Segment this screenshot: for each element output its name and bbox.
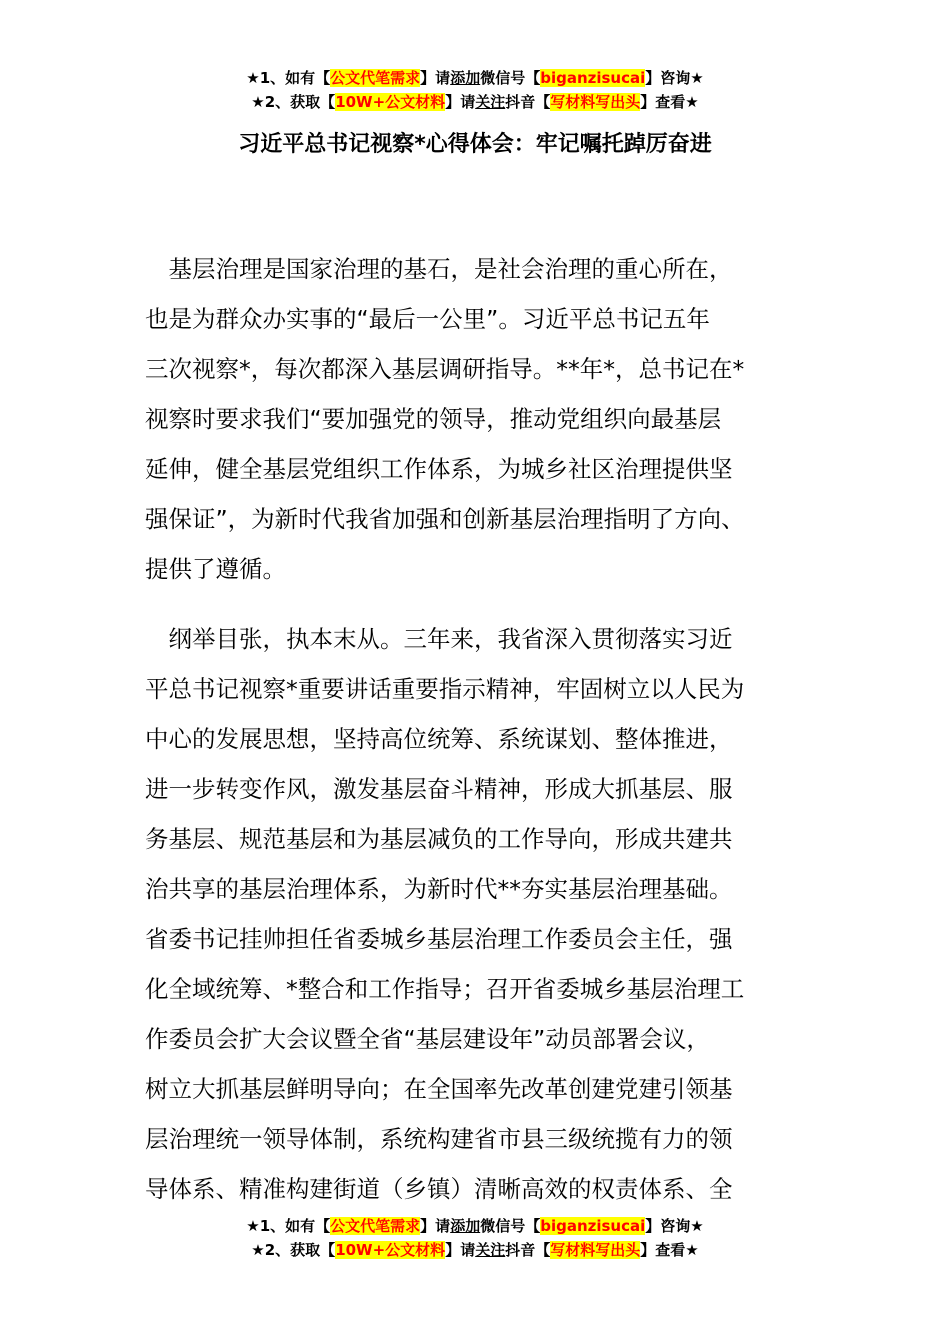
banner-text: 微信号【 bbox=[480, 1217, 541, 1235]
text-line: 平总书记视察*重要讲话重要指示精神，牢固树立以人民为 bbox=[145, 675, 745, 703]
text-line: 树立大抓基层鲜明导向；在全国率先改革创建党建引领基 bbox=[145, 1075, 733, 1103]
banner-text: 微信号【 bbox=[480, 69, 541, 87]
banner-text: 】请 bbox=[445, 93, 476, 111]
text-line: 三次视察*，每次都深入基层调研指导。**年*，总书记在* bbox=[145, 355, 745, 383]
banner-text: ★1、如有【 bbox=[246, 69, 331, 87]
footer-banner bbox=[0, 1214, 950, 1262]
banner-line-2 bbox=[0, 90, 950, 114]
banner-underlined: 添加 bbox=[450, 69, 481, 87]
banner-line-2 bbox=[0, 1238, 950, 1262]
banner-highlight: 10W+公文材料 bbox=[335, 93, 446, 111]
text-line: 纲举目张，执本末从。三年来，我省深入贯彻落实习近 bbox=[145, 625, 733, 653]
banner-text: 】请 bbox=[420, 69, 451, 87]
text-line: 作委员会扩大会议暨全省“基层建设年”动员部署会议， bbox=[145, 1025, 710, 1053]
text-line: 也是为群众办实事的“最后一公里”。习近平总书记五年 bbox=[145, 305, 710, 333]
text-line: 进一步转变作风，激发基层奋斗精神，形成大抓基层、服 bbox=[145, 775, 733, 803]
text-line: 视察时要求我们“要加强党的领导，推动党组织向最基层 bbox=[145, 405, 722, 433]
banner-douyin-id: 写材料写出头 bbox=[550, 1241, 641, 1259]
text-line: 省委书记挂帅担任省委城乡基层治理工作委员会主任，强 bbox=[145, 925, 733, 953]
banner-text: 抖音【 bbox=[505, 93, 551, 111]
banner-line-1 bbox=[0, 1214, 950, 1238]
banner-wechat-id: biganzisucai bbox=[540, 69, 646, 87]
banner-text: 】咨询★ bbox=[645, 69, 704, 87]
banner-highlight: 10W+公文材料 bbox=[335, 1241, 446, 1259]
banner-douyin-id: 写材料写出头 bbox=[550, 93, 641, 111]
header-banner bbox=[0, 66, 950, 114]
banner-text: ★2、获取【 bbox=[251, 1241, 336, 1259]
text-line: 务基层、规范基层和为基层减负的工作导向，形成共建共 bbox=[145, 825, 733, 853]
banner-text: ★2、获取【 bbox=[251, 93, 336, 111]
banner-line-1 bbox=[0, 66, 950, 90]
banner-text: 】咨询★ bbox=[645, 1217, 704, 1235]
text-line: 强保证”，为新时代我省加强和创新基层治理指明了方向、 bbox=[145, 505, 745, 533]
banner-underlined: 关注 bbox=[475, 1241, 506, 1259]
banner-underlined: 添加 bbox=[450, 1217, 481, 1235]
document-body bbox=[145, 244, 810, 1214]
banner-text: 】请 bbox=[420, 1217, 451, 1235]
banner-text: 】查看★ bbox=[640, 1241, 699, 1259]
text-line: 导体系、精准构建街道（乡镇）清晰高效的权责体系、全 bbox=[145, 1175, 733, 1203]
text-line: 中心的发展思想，坚持高位统筹、系统谋划、整体推进， bbox=[145, 725, 733, 753]
banner-wechat-id: biganzisucai bbox=[540, 1217, 646, 1235]
text-line: 治共享的基层治理体系，为新时代**夯实基层治理基础。 bbox=[145, 875, 733, 903]
text-line: 提供了遵循。 bbox=[145, 555, 286, 583]
paragraph-1 bbox=[145, 244, 810, 594]
banner-highlight: 公文代笔需求 bbox=[330, 69, 421, 87]
banner-underlined: 关注 bbox=[475, 93, 506, 111]
text-line: 延伸，健全基层党组织工作体系，为城乡社区治理提供坚 bbox=[145, 455, 733, 483]
banner-text: 抖音【 bbox=[505, 1241, 551, 1259]
banner-text: ★1、如有【 bbox=[246, 1217, 331, 1235]
banner-highlight: 公文代笔需求 bbox=[330, 1217, 421, 1235]
document-title: 习近平总书记视察*心得体会：牢记嘱托踔厉奋进 bbox=[238, 132, 712, 157]
text-line: 层治理统一领导体制，系统构建省市县三级统揽有力的领 bbox=[145, 1125, 733, 1153]
text-line: 基层治理是国家治理的基石，是社会治理的重心所在， bbox=[145, 255, 733, 283]
paragraph-spacer bbox=[145, 594, 810, 614]
paragraph-2 bbox=[145, 614, 810, 1214]
text-line: 化全域统筹、*整合和工作指导；召开省委城乡基层治理工 bbox=[145, 975, 745, 1003]
banner-text: 】请 bbox=[445, 1241, 476, 1259]
banner-text: 】查看★ bbox=[640, 93, 699, 111]
